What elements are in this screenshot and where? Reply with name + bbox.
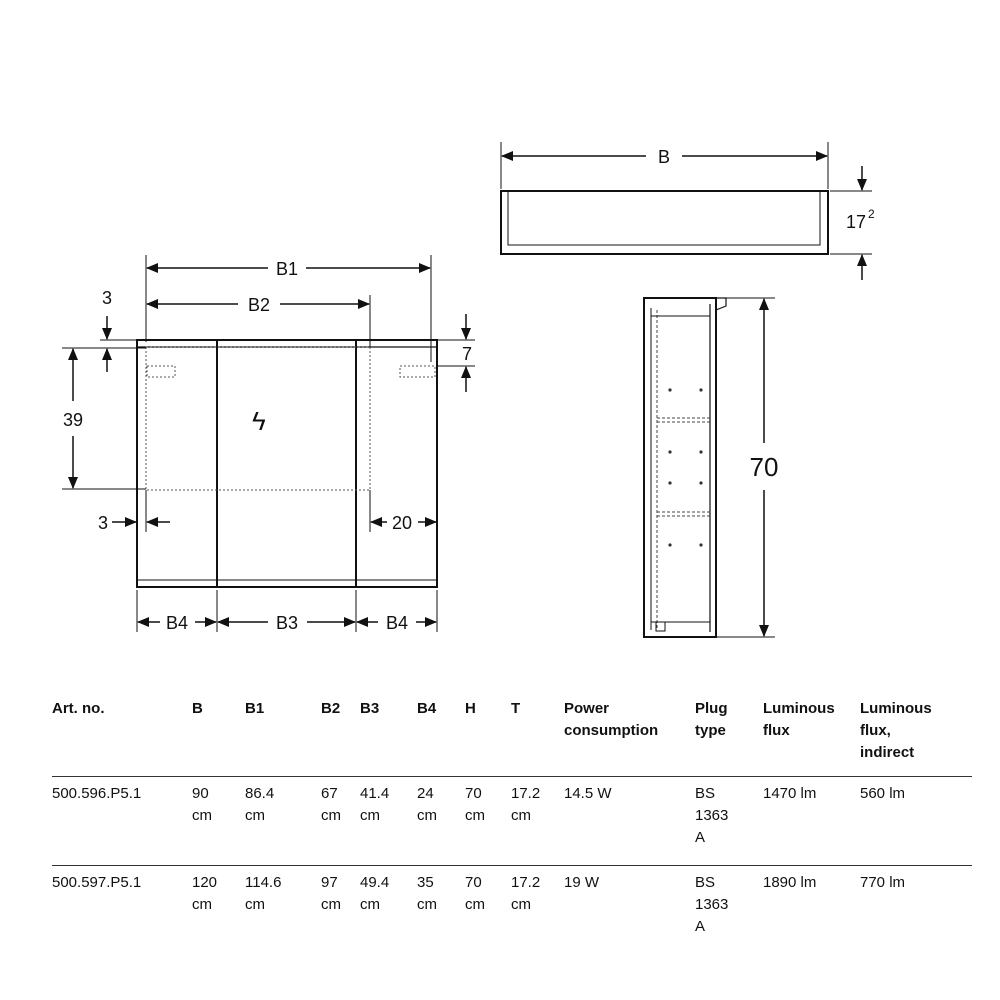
table-cell: [52, 866, 192, 955]
column-header: [245, 696, 321, 777]
column-header-text: Art. no.: [52, 700, 105, 717]
table-cell: [763, 777, 860, 866]
dim-b2-label: B2: [247, 295, 271, 315]
column-header-text: H: [465, 700, 476, 717]
table-cell-text: 86.4: [245, 785, 275, 802]
table-cell-text: 1363: [695, 807, 729, 824]
table-cell-text: 114.6: [245, 874, 282, 891]
table-cell: [245, 866, 321, 955]
column-header: [511, 696, 564, 777]
table-cell-text: cm: [245, 807, 265, 824]
table-cell-text: BS: [695, 874, 716, 891]
column-header-text: B4: [417, 700, 437, 717]
dim-light-height-label: 7: [462, 344, 473, 364]
table-cell: [417, 866, 465, 955]
table-row: [52, 866, 972, 955]
front-view: [62, 255, 475, 633]
light-left: [147, 366, 175, 377]
table-cell-text: 90: [192, 785, 209, 802]
column-header-text: consumption: [564, 722, 659, 739]
table-cell-text: cm: [360, 807, 380, 824]
table-cell-text: 560 lm: [860, 785, 906, 802]
table-cell-text: A: [695, 829, 706, 846]
table-cell-text: 770 lm: [860, 874, 906, 891]
table-cell-text: cm: [465, 807, 485, 824]
cabinet-outline: [137, 340, 437, 587]
table-cell: [52, 777, 192, 866]
column-header-text: Plug: [695, 700, 728, 717]
column-header-text: T: [511, 700, 521, 717]
table-cell-text: A: [695, 918, 706, 935]
table-cell-text: cm: [245, 896, 265, 913]
table-cell-text: cm: [321, 807, 341, 824]
power-symbol-icon: ϟ: [252, 406, 266, 436]
column-header-text: flux: [763, 722, 790, 739]
table-cell-text: 67: [321, 785, 338, 802]
table-cell-text: 41.4: [360, 785, 390, 802]
column-header: [695, 696, 763, 777]
dim-b4-right-label: B4: [385, 613, 409, 633]
spec-table: [52, 696, 972, 954]
table-cell: [417, 777, 465, 866]
table-cell-text: 17.2: [511, 874, 541, 891]
side-view: [644, 298, 778, 637]
table-cell-text: 70: [465, 874, 482, 891]
table-cell: [860, 777, 972, 866]
dim-top-offset-label: 3: [101, 288, 113, 308]
column-header: [52, 696, 192, 777]
column-header-text: indirect: [860, 744, 915, 761]
column-header: [417, 696, 465, 777]
dim-b-label: B: [657, 147, 671, 167]
table-cell: [465, 866, 511, 955]
dim-height-label: 70: [749, 452, 779, 482]
column-header: [860, 696, 972, 777]
table-cell-text: 35: [417, 874, 434, 891]
column-header: [360, 696, 417, 777]
table-cell-text: cm: [360, 896, 380, 913]
table-cell-text: BS: [695, 785, 716, 802]
column-header-text: Luminous: [860, 700, 932, 717]
table-cell-text: cm: [417, 807, 437, 824]
table-cell: [860, 866, 972, 955]
column-header-text: Luminous: [763, 700, 835, 717]
light-right: [400, 366, 435, 377]
dim-side-offset-label: 3: [97, 513, 109, 533]
dim-b1-label: B1: [275, 259, 299, 279]
table-body: [52, 777, 972, 955]
table-cell: [564, 866, 695, 955]
table-cell-text: cm: [511, 896, 531, 913]
dim-b3-label: B3: [275, 613, 299, 633]
column-header-text: B: [192, 700, 203, 717]
table-cell: [360, 777, 417, 866]
table-cell-text: 14.5 W: [564, 785, 612, 802]
table-cell: [511, 777, 564, 866]
table-cell: [695, 777, 763, 866]
column-header-text: B1: [245, 700, 265, 717]
top-view-inner: [508, 191, 820, 245]
table-cell-text: 500.597.P5.1: [52, 874, 142, 891]
table-cell: [192, 866, 245, 955]
column-header-text: type: [695, 722, 726, 739]
table-cell-text: 70: [465, 785, 482, 802]
table-cell-text: 49.4: [360, 874, 390, 891]
side-view-outline: [644, 298, 716, 637]
table-cell: [763, 866, 860, 955]
top-view: [501, 142, 875, 280]
dim-depth-superscript: 2: [868, 207, 875, 221]
column-header: [763, 696, 860, 777]
table-cell-text: 1890 lm: [763, 874, 817, 891]
column-header: [465, 696, 511, 777]
dim-depth-label: 17: [846, 212, 867, 232]
table-cell: [321, 866, 360, 955]
dim-mirror-height-label: 39: [62, 410, 84, 430]
table-cell: [695, 866, 763, 955]
table-cell-text: cm: [321, 896, 341, 913]
column-header-text: flux,: [860, 722, 891, 739]
dim-side-width-label: 20: [391, 513, 413, 533]
table-cell-text: 500.596.P5.1: [52, 785, 142, 802]
table-cell-text: cm: [417, 896, 437, 913]
table-cell-text: cm: [465, 896, 485, 913]
table-header-row: [52, 696, 972, 777]
column-header-text: B2: [321, 700, 341, 717]
table-cell-text: 19 W: [564, 874, 600, 891]
table-cell: [564, 777, 695, 866]
dim-b4-left-label: B4: [165, 613, 189, 633]
table-cell-text: cm: [192, 807, 212, 824]
column-header-text: Power: [564, 700, 610, 717]
table-cell-text: 1363: [695, 896, 729, 913]
table-cell-text: 1470 lm: [763, 785, 817, 802]
table-cell: [192, 777, 245, 866]
table-cell: [465, 777, 511, 866]
column-header-text: B3: [360, 700, 380, 717]
column-header: [192, 696, 245, 777]
table-cell-text: 24: [417, 785, 434, 802]
table-cell-text: 97: [321, 874, 338, 891]
side-view-top-cap: [716, 298, 726, 310]
table-cell-text: cm: [192, 896, 212, 913]
shelf-peg-holes: [668, 388, 702, 546]
table-cell: [245, 777, 321, 866]
column-header: [564, 696, 695, 777]
table-row: [52, 777, 972, 866]
table-cell-text: 17.2: [511, 785, 541, 802]
column-header: [321, 696, 360, 777]
table-cell: [511, 866, 564, 955]
table-cell: [360, 866, 417, 955]
table-cell-text: 120: [192, 874, 218, 891]
table-cell: [321, 777, 360, 866]
table-cell-text: cm: [511, 807, 531, 824]
